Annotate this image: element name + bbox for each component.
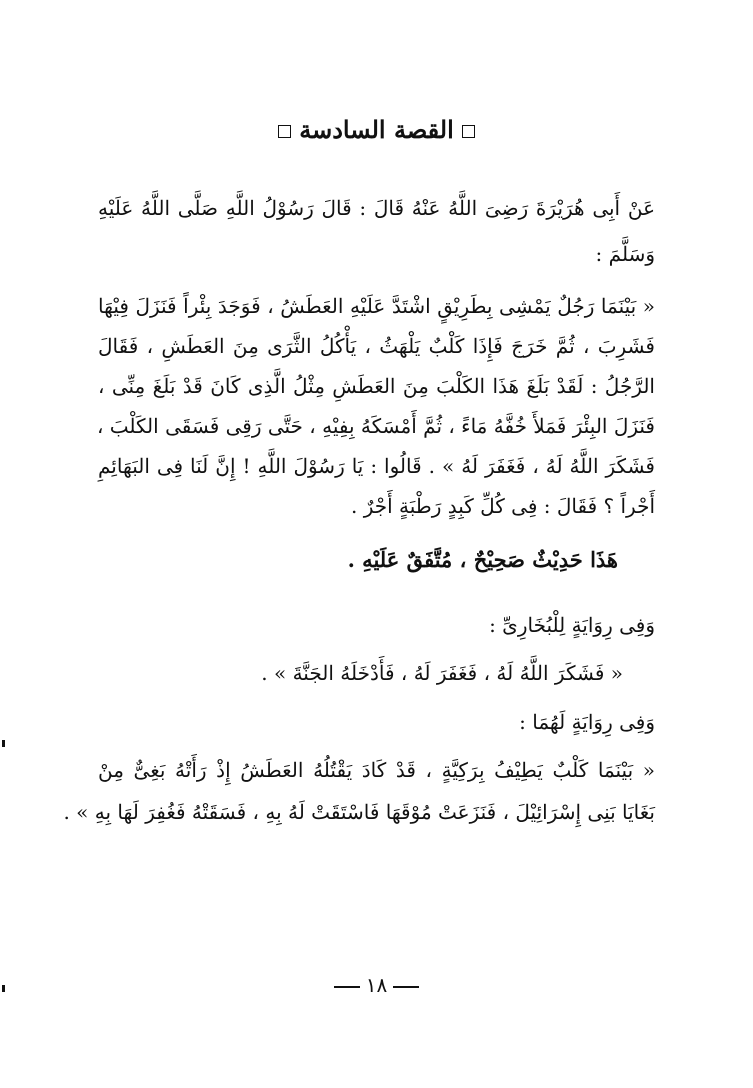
text-line: « فَشَكَرَ اللَّهُ لَهُ ، فَغَفَرَ لَهُ ، فَأَدْخَلَهُ الجَنَّةَ » . [261, 661, 623, 685]
page-number-value: ١٨ [365, 973, 388, 997]
scan-speck [2, 740, 5, 747]
text-line: أَجْراً ؟ فَقَالَ : فِى كُلِّ كَبِدٍ رَطْبَةٍ أَجْرٌ . [351, 494, 655, 518]
page-number [0, 970, 753, 1000]
story-title: القصة السادسة [299, 115, 454, 144]
text-line: « بَيْنَمَا كَلْبٌ يَطِيْفُ بِرَكِيَّةٍ ، قَدْ كَادَ يَقْتُلُهُ العَطَشُ إِذْ رَأَتْهُ بَغِىٌّ مِنْ [98, 758, 655, 782]
hadith-grade-line: هَذَا حَدِيْثٌ صَحِيْحٌ ، مُتَّفَقٌ عَلَيْهِ . [347, 547, 618, 572]
scan-speck [2, 985, 5, 992]
text-line: وَسَلَّمَ : [595, 242, 655, 266]
dash-ornament-icon [393, 986, 419, 988]
text-line: بَغَايَا بَنِى إِسْرَائِيْلَ ، فَنَزَعَتْ مُوْقَهَا فَاسْتَقَتْ لَهُ بِهِ ، فَسَقَتْهُ فَغُفِرَ لَهَا بِهِ » . [63, 800, 655, 824]
story-heading [0, 112, 753, 148]
text-line: « بَيْنَمَا رَجُلٌ يَمْشِى بِطَرِيْقٍ اشْتَدَّ عَلَيْهِ العَطَشُ ، فَوَجَدَ بِئْراً فَنَزَلَ فِيْهَا [98, 294, 655, 318]
narration-heading: وَفِى رِوَايَةٍ لَهُمَا : [519, 710, 655, 734]
text-line: فَنَزَلَ البِئْرَ فَمَلأَ خُفَّهُ مَاءً ، ثُمَّ أَمْسَكَهُ بِفِيْهِ ، حَتَّى رَقِى فَسَقَى الكَلْبَ ، [96, 414, 655, 438]
square-ornament-icon [462, 125, 475, 138]
text-line: عَنْ أَبِى هُرَيْرَةَ رَضِىَ اللَّهُ عَنْهُ قَالَ : قَالَ رَسُوْلُ اللَّهِ صَلَّى اللَّهُ عَلَيْهِ [98, 196, 656, 220]
text-line: الرَّجُلُ : لَقَدْ بَلَغَ هَذَا الكَلْبَ مِنَ العَطَشِ مِثْلُ الَّذِى كَانَ قَدْ بَلَغَ مِنِّى ، [98, 374, 655, 398]
text-line: فَشَكَرَ اللَّهُ لَهُ ، فَغَفَرَ لَهُ » . قَالُوا : يَا رَسُوْلَ اللَّهِ ! إِنَّ لَنَا فِى البَهَائِمِ [98, 454, 655, 478]
text-line: فَشَرِبَ ، ثُمَّ خَرَجَ فَإِذَا كَلْبٌ يَلْهَثُ ، يَأْكُلُ الثَّرَى مِنَ العَطَشِ ، فَقَالَ [98, 334, 655, 358]
square-ornament-icon [278, 125, 291, 138]
narration-heading: وَفِى رِوَايَةٍ لِلْبُخَارِىِّ : [489, 613, 655, 637]
dash-ornament-icon [334, 986, 360, 988]
